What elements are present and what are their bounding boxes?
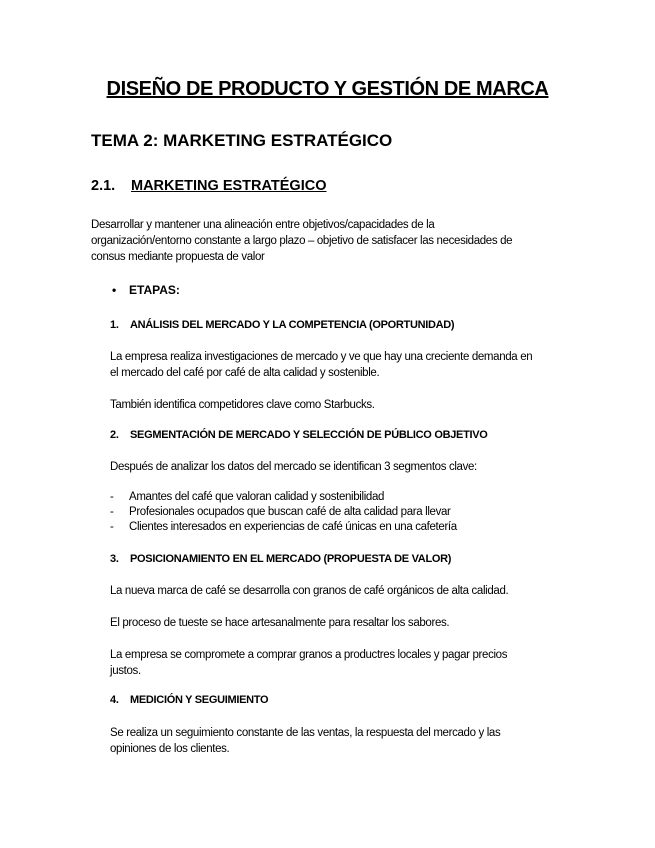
intro-line: organización/entorno constante a largo plazo – objetivo de satisfacer las necesidades de: [91, 235, 513, 247]
list-item: [110, 490, 384, 505]
etapas-bullet: [112, 283, 180, 297]
stage-title: MEDICIÓN Y SEGUIMIENTO: [130, 694, 269, 706]
list-item: [110, 520, 457, 535]
list-item-text: Amantes del café que valoran calidad y sostenibilidad: [129, 491, 385, 503]
stage4-paragraph-line: opiniones de los clientes.: [110, 743, 230, 755]
bullet-label: ETAPAS:: [129, 283, 180, 297]
stage2-paragraph: Después de analizar los datos del mercado se identifican 3 segmentos clave:: [110, 461, 477, 473]
stage-heading-4: [110, 694, 268, 706]
dash-marker: -: [110, 521, 114, 533]
section-heading: [91, 178, 326, 194]
stage-heading-1: [110, 319, 454, 331]
dash-marker: -: [110, 506, 114, 518]
stage3-paragraph-line: La empresa se compromete a comprar granos a productres locales y pagar precios: [110, 649, 508, 661]
stage-title: SEGMENTACIÓN DE MERCADO Y SELECCIÓN DE PÚBLICO OBJETIVO: [130, 429, 488, 441]
stage1-paragraph-line: La empresa realiza investigaciones de mercado y ve que hay una creciente demanda en: [110, 351, 533, 363]
stage-number: 2.: [110, 429, 119, 441]
list-item-text: Profesionales ocupados que buscan café de alta calidad para llevar: [129, 506, 451, 518]
bullet-symbol: •: [112, 283, 117, 297]
list-item-text: Clientes interesados en experiencias de café únicas en una cafetería: [129, 521, 457, 533]
stage4-paragraph-line: Se realiza un seguimiento constante de las ventas, la respuesta del mercado y las: [110, 727, 501, 739]
stage1-paragraph: También identifica competidores clave como Starbucks.: [110, 399, 375, 411]
stage3-paragraph: El proceso de tueste se hace artesanalmente para resaltar los sabores.: [110, 617, 450, 629]
stage3-paragraph-line: justos.: [110, 665, 141, 677]
stage-number: 4.: [110, 694, 119, 706]
stage-heading-2: [110, 429, 488, 441]
stage3-paragraph: La nueva marca de café se desarrolla con granos de café orgánicos de alta calidad.: [110, 585, 509, 597]
stage-title: ANÁLISIS DEL MERCADO Y LA COMPETENCIA (OPORTUNIDAD): [130, 319, 455, 331]
stage-heading-3: [110, 553, 451, 565]
stage-title: POSICIONAMIENTO EN EL MERCADO (PROPUESTA DE VALOR): [130, 553, 452, 565]
stage-number: 1.: [110, 319, 119, 331]
intro-line: consus mediante propuesta de valor: [91, 251, 265, 263]
tema-heading: TEMA 2: MARKETING ESTRATÉGICO: [91, 131, 393, 150]
section-label: MARKETING ESTRATÉGICO: [131, 178, 327, 194]
intro-line: Desarrollar y mantener una alineación entre objetivos/capacidades de la: [91, 219, 435, 231]
section-number: 2.1.: [91, 178, 116, 194]
stage-number: 3.: [110, 553, 119, 565]
dash-marker: -: [110, 491, 114, 503]
list-item: [110, 505, 451, 520]
document-title: DISEÑO DE PRODUCTO Y GESTIÓN DE MARCA: [106, 78, 549, 100]
stage1-paragraph-line: el mercado del café por café de alta calidad y sostenible.: [110, 367, 380, 379]
